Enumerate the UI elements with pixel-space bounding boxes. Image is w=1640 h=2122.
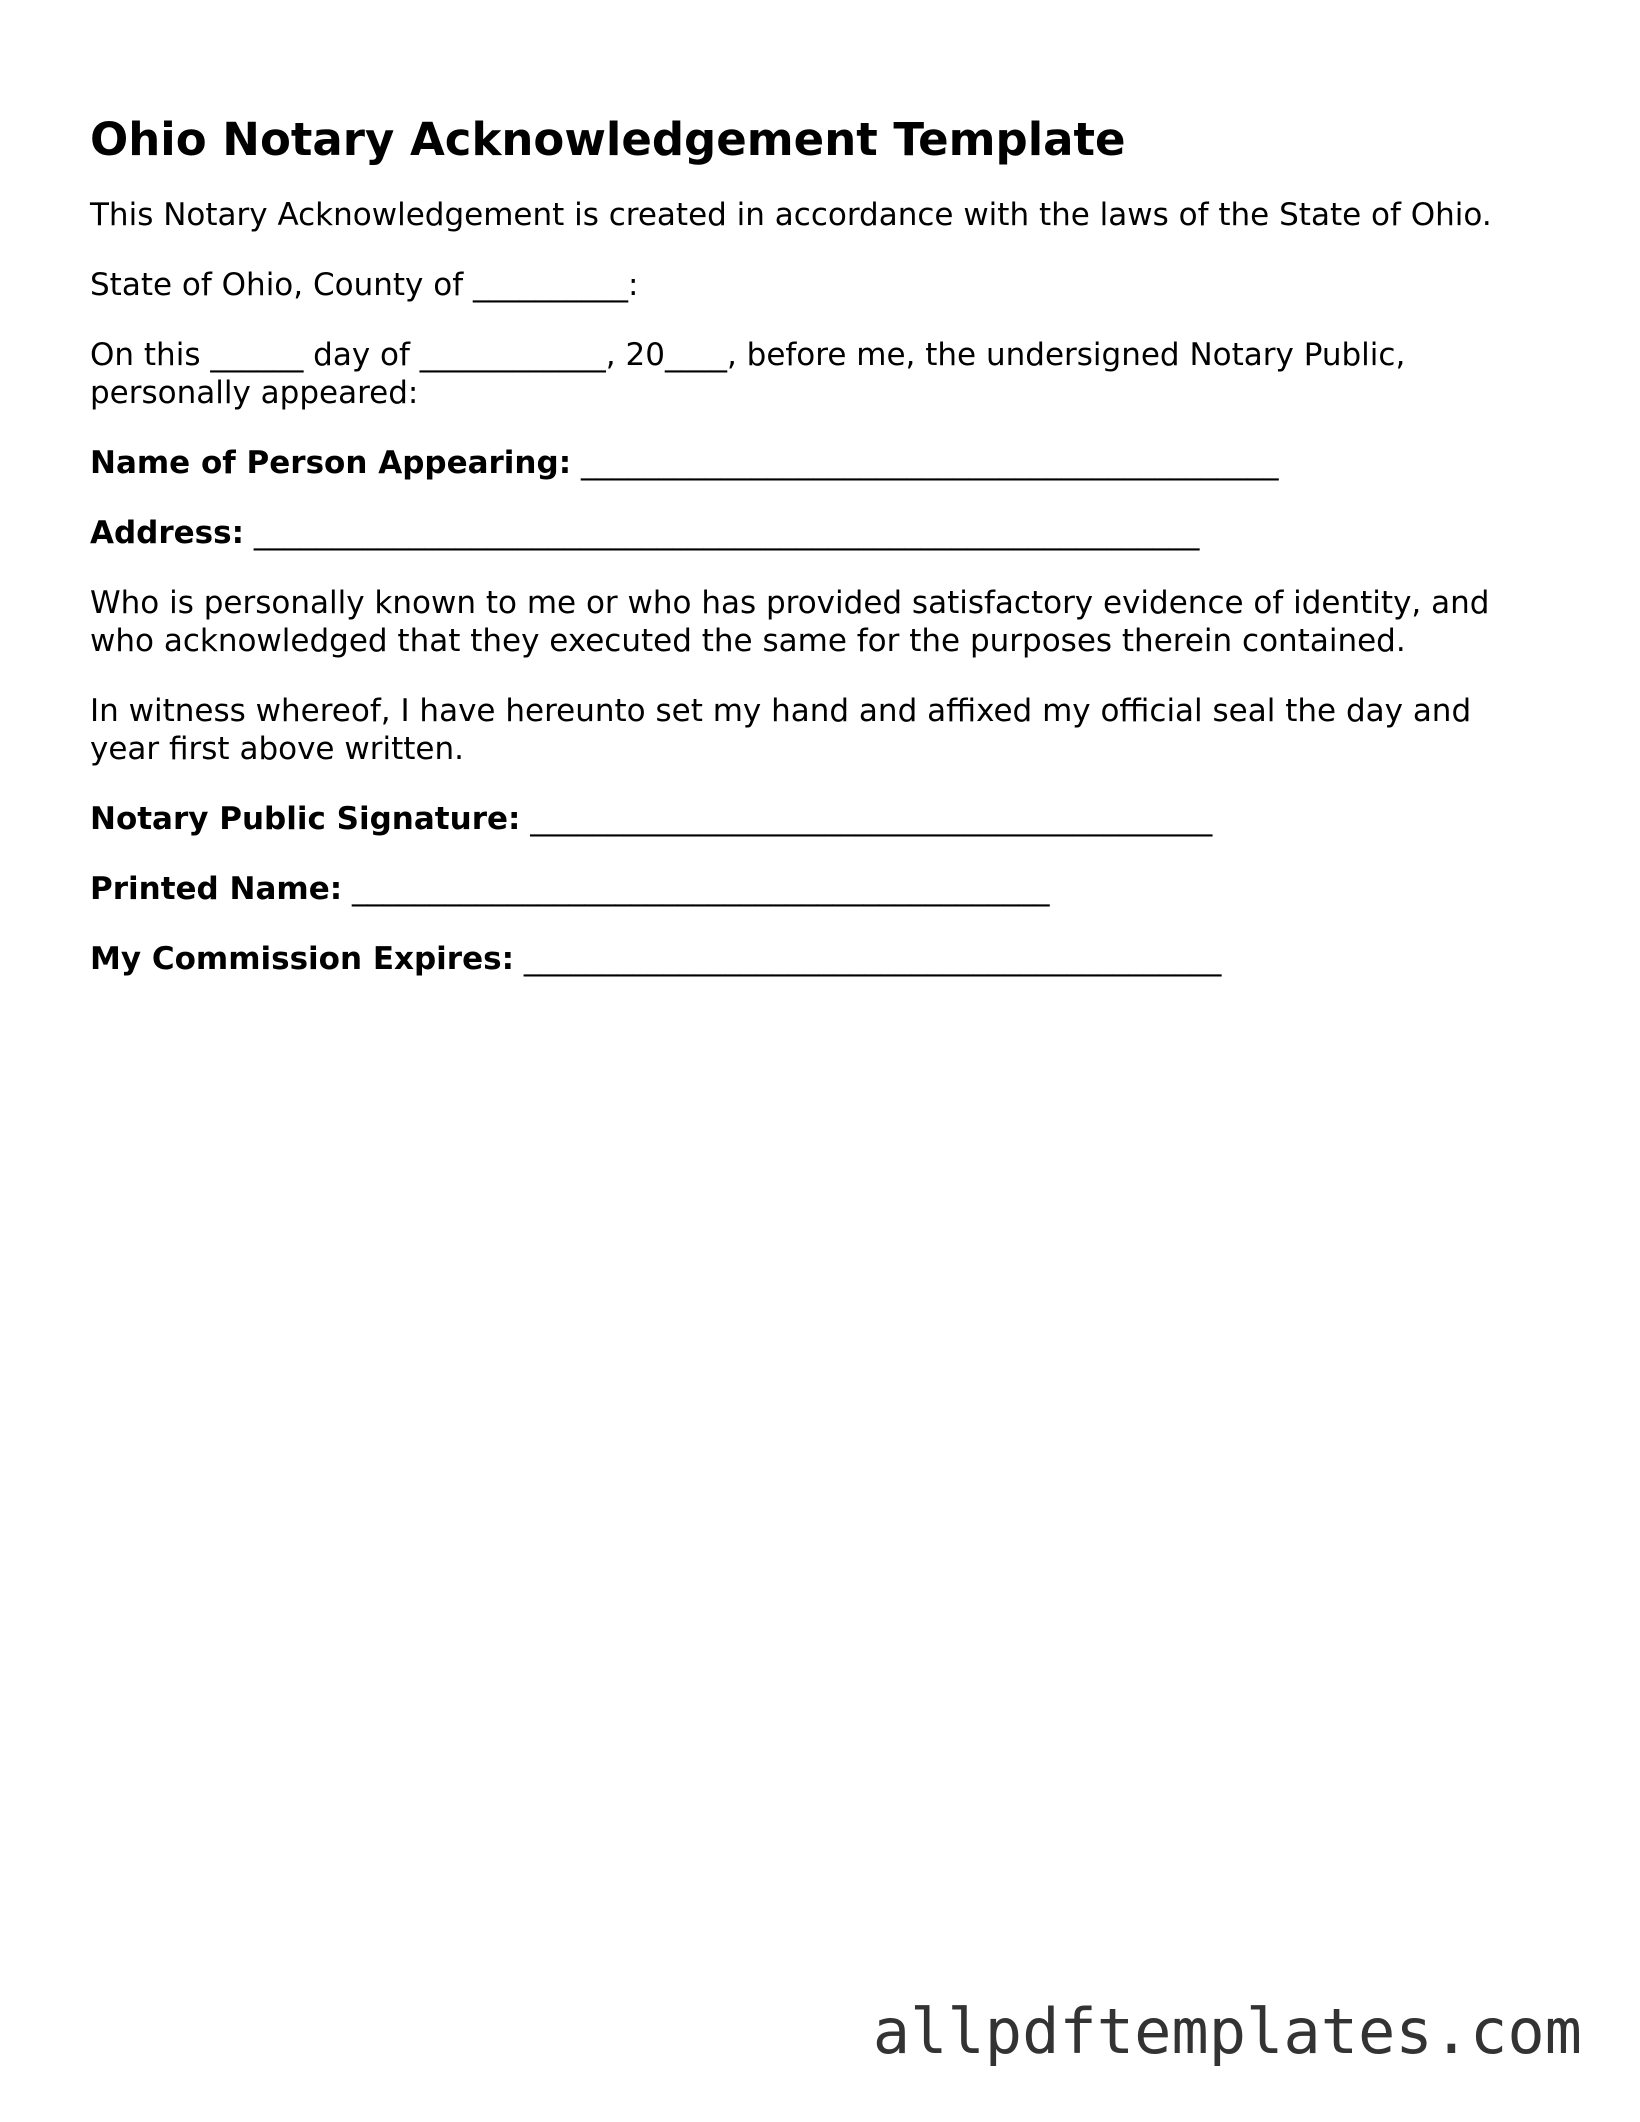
notary-signature-label: Notary Public Signature:	[90, 801, 521, 837]
identity-paragraph	[90, 584, 1570, 660]
commission-expires-blank: _____________________________________________	[523, 941, 1222, 977]
county-line: State of Ohio, County of __________:	[90, 267, 639, 303]
person-appearing-blank: _____________________________________________	[580, 445, 1279, 481]
address-field	[90, 514, 1570, 552]
commission-expires-label: My Commission Expires:	[90, 941, 514, 977]
printed-name-label: Printed Name:	[90, 871, 343, 907]
intro-paragraph: This Notary Acknowledgement is created in accordance with the laws of the State of Ohio.	[90, 197, 1492, 233]
person-appearing-label: Name of Person Appearing:	[90, 445, 572, 481]
address-blank: _____________________________________________________________	[253, 515, 1200, 551]
notary-signature-field	[90, 800, 1570, 838]
person-appearing-field	[90, 444, 1570, 482]
appearance-paragraph	[90, 336, 1570, 412]
watermark: allpdftemplates.com	[872, 1995, 1582, 2068]
notary-signature-blank: ____________________________________________	[530, 801, 1213, 837]
witness-line-1: In witness whereof, I have hereunto set my hand and affixed my official seal the day and	[90, 693, 1472, 729]
printed-name-field	[90, 870, 1570, 908]
appearance-line-1: On this ______ day of ____________, 20____, before me, the undersigned Notary Public,	[90, 337, 1406, 373]
appearance-line-2: personally appeared:	[90, 375, 419, 411]
page-title: Ohio Notary Acknowledgement Template	[90, 113, 1126, 166]
document-page	[90, 108, 1570, 1010]
address-label: Address:	[90, 515, 244, 551]
identity-line-1: Who is personally known to me or who has provided satisfactory evidence of identity, and	[90, 585, 1490, 621]
printed-name-blank: _____________________________________________	[351, 871, 1050, 907]
witness-paragraph	[90, 692, 1570, 768]
witness-line-2: year first above written.	[90, 731, 464, 767]
commission-expires-field	[90, 940, 1570, 978]
identity-line-2: who acknowledged that they executed the same for the purposes therein contained.	[90, 623, 1406, 659]
